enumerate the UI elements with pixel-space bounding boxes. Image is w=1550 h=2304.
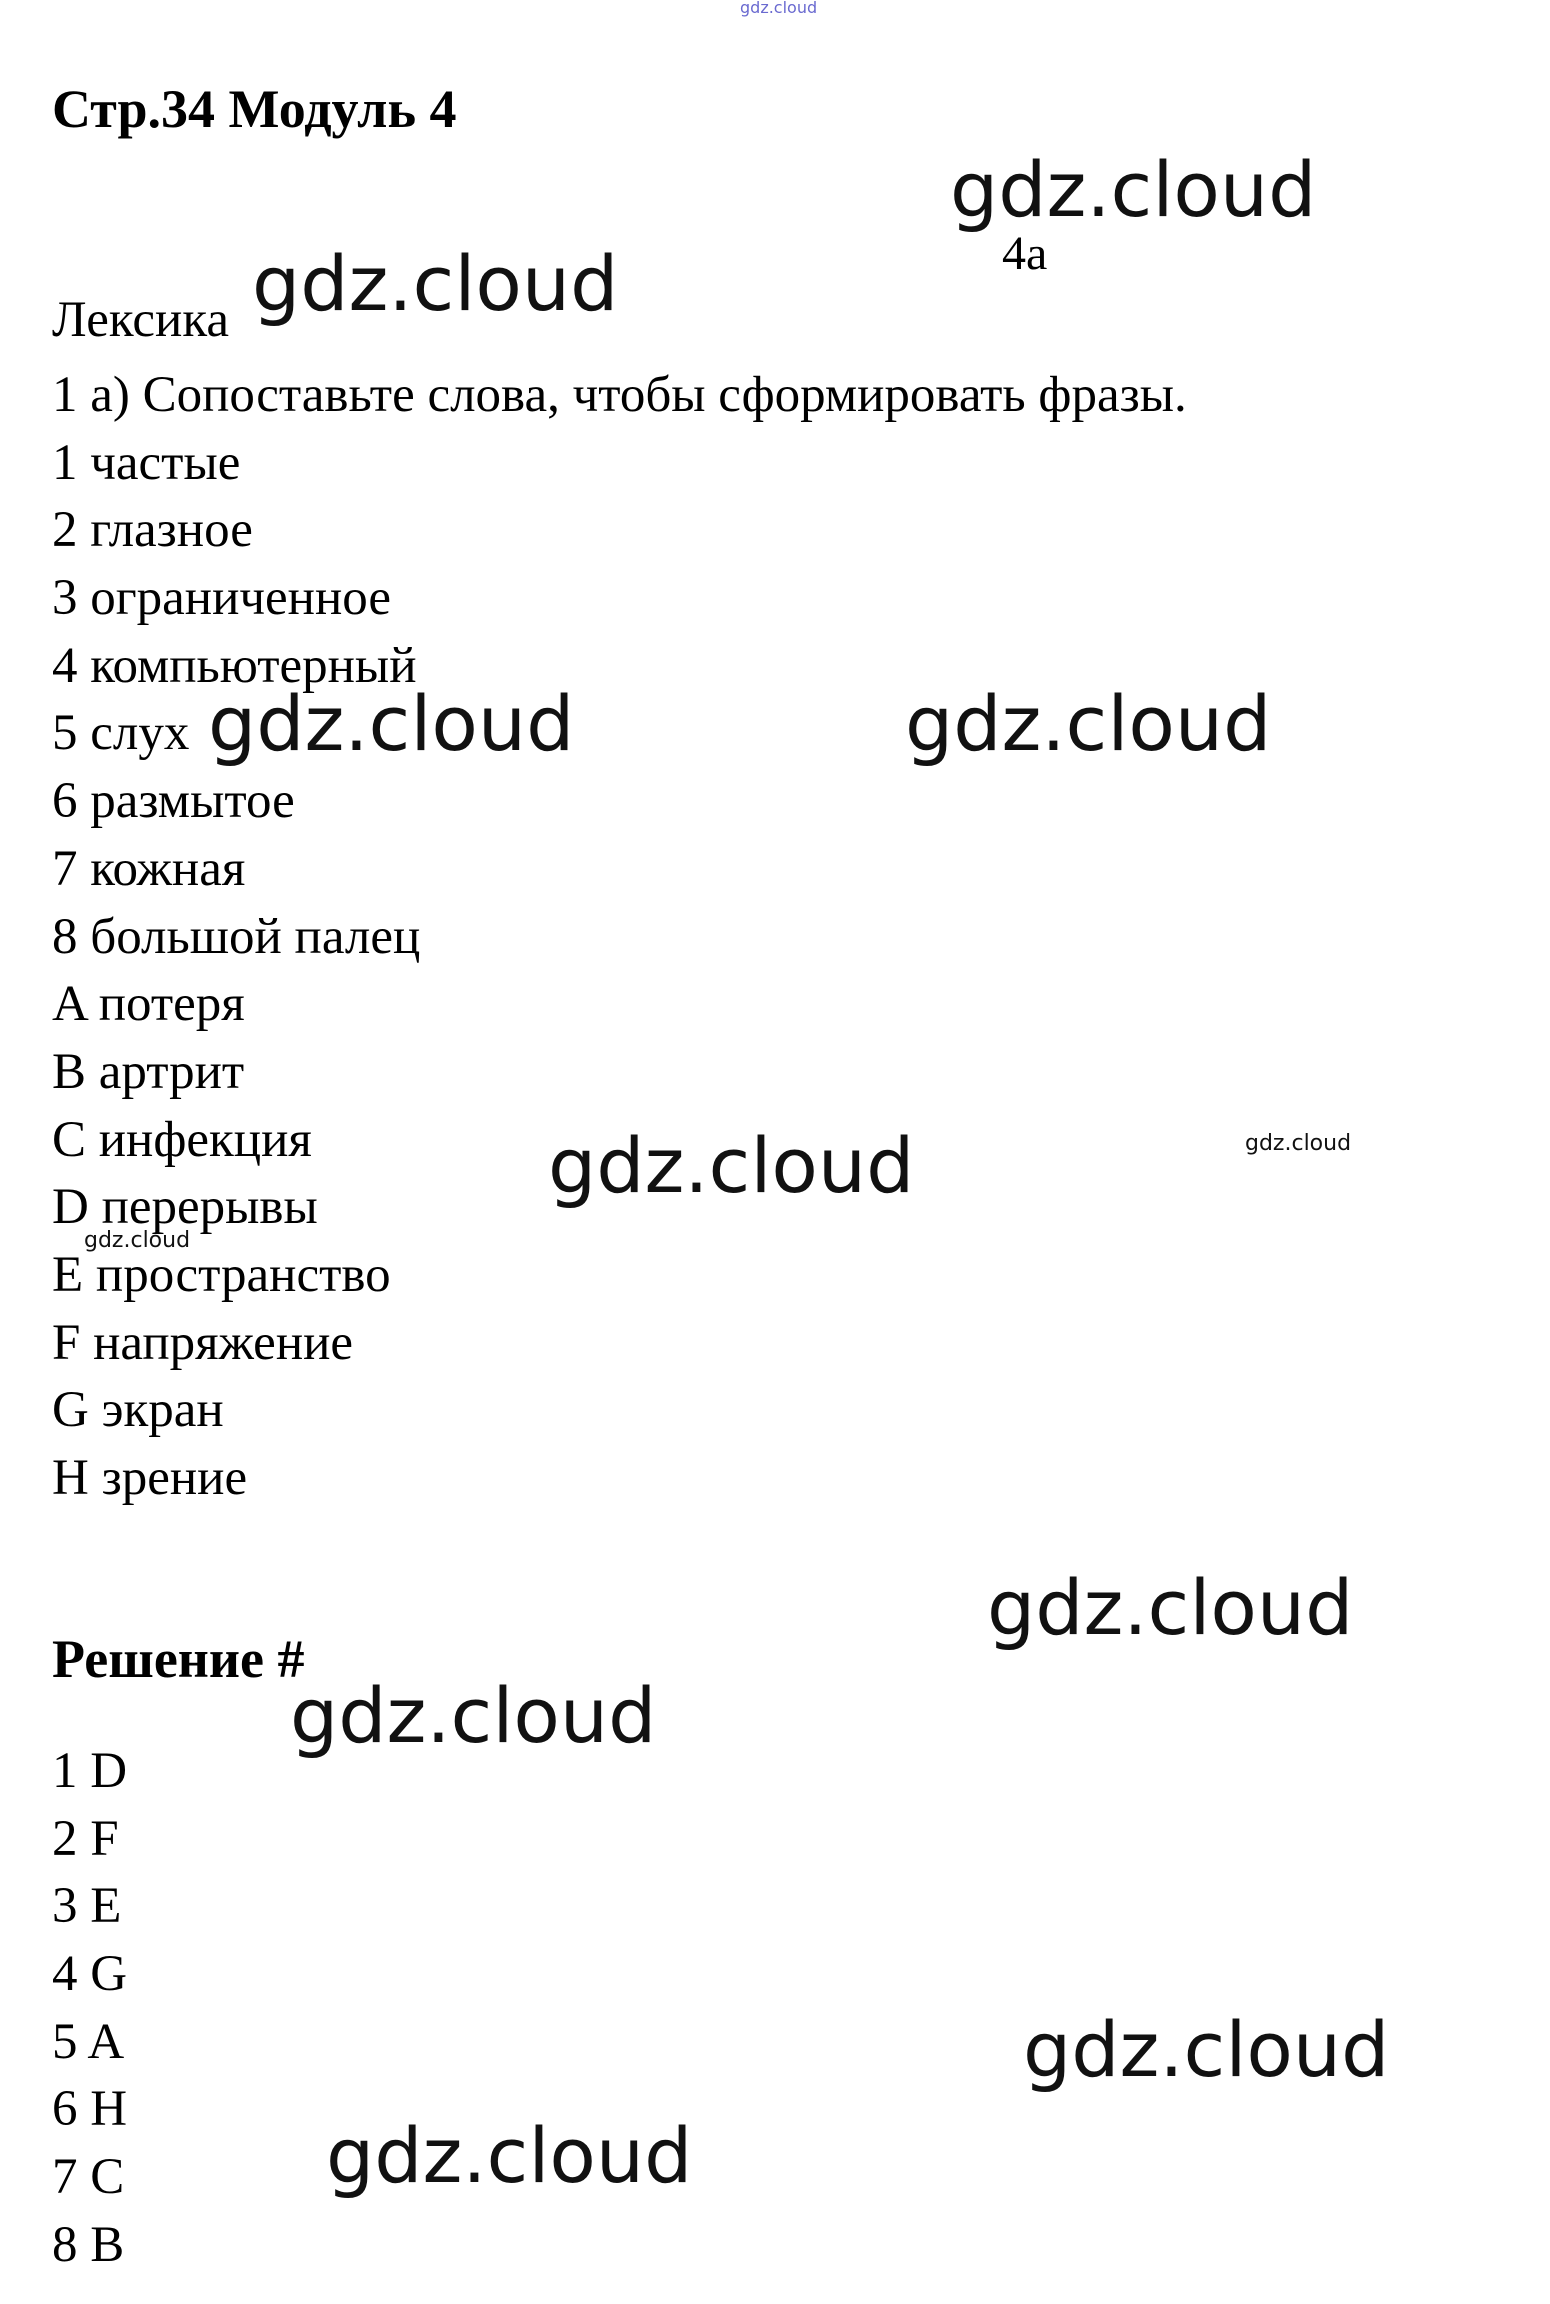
left-item: 6 размытое bbox=[52, 773, 295, 830]
right-item: F напряжение bbox=[52, 1314, 354, 1371]
watermark: gdz.cloud bbox=[252, 239, 619, 328]
watermark: gdz.cloud bbox=[208, 679, 575, 768]
answer-item: 7 C bbox=[52, 2149, 125, 2206]
task-instruction: 1 a) Сопоставьте слова, чтобы сформировать фразы. bbox=[52, 367, 1187, 423]
watermark: gdz.cloud bbox=[1245, 1131, 1352, 1156]
answer-item: 5 A bbox=[52, 2013, 125, 2070]
answer-item: 4 G bbox=[52, 1946, 128, 2003]
watermark: gdz.cloud bbox=[326, 2111, 693, 2200]
left-item: 1 частые bbox=[52, 434, 241, 491]
watermark: gdz.cloud bbox=[987, 1563, 1354, 1652]
right-item: B артрит bbox=[52, 1043, 245, 1100]
right-item: D перерывы bbox=[52, 1179, 318, 1236]
left-item: 8 большой палец bbox=[52, 908, 421, 965]
answers-list bbox=[52, 1738, 127, 2280]
watermark: gdz.cloud bbox=[740, 0, 818, 17]
watermark: gdz.cloud bbox=[905, 679, 1272, 768]
answer-item: 8 B bbox=[52, 2216, 125, 2273]
exercise-block bbox=[52, 362, 1187, 1513]
left-item: 7 кожная bbox=[52, 840, 246, 897]
watermark: gdz.cloud bbox=[950, 145, 1317, 234]
left-item: 3 ограниченное bbox=[52, 570, 392, 627]
answer-item: 3 E bbox=[52, 1878, 122, 1935]
variant-label: 4a bbox=[1002, 227, 1048, 280]
watermark: gdz.cloud bbox=[1023, 2005, 1390, 2094]
watermark: gdz.cloud bbox=[548, 1121, 915, 1210]
left-item: 2 глазное bbox=[52, 502, 253, 559]
answer-item: 1 D bbox=[52, 1743, 128, 1799]
watermark: gdz.cloud bbox=[84, 1228, 191, 1253]
right-item: A потеря bbox=[52, 976, 245, 1033]
answer-item: 2 F bbox=[52, 1810, 119, 1867]
left-item: 4 компьютерный bbox=[52, 637, 417, 694]
right-item: E пространство bbox=[52, 1246, 391, 1303]
watermark: gdz.cloud bbox=[290, 1671, 657, 1760]
right-item: G экран bbox=[52, 1382, 224, 1439]
solution-title: Решение # bbox=[52, 1629, 305, 1689]
right-item: C инфекция bbox=[52, 1111, 312, 1168]
right-item: H зрение bbox=[52, 1450, 248, 1506]
page-title: Стр.34 Модуль 4 bbox=[52, 79, 457, 139]
answer-item: 6 H bbox=[52, 2081, 128, 2138]
left-item: 5 слух bbox=[52, 705, 190, 762]
section-label: Лексика bbox=[52, 292, 229, 348]
